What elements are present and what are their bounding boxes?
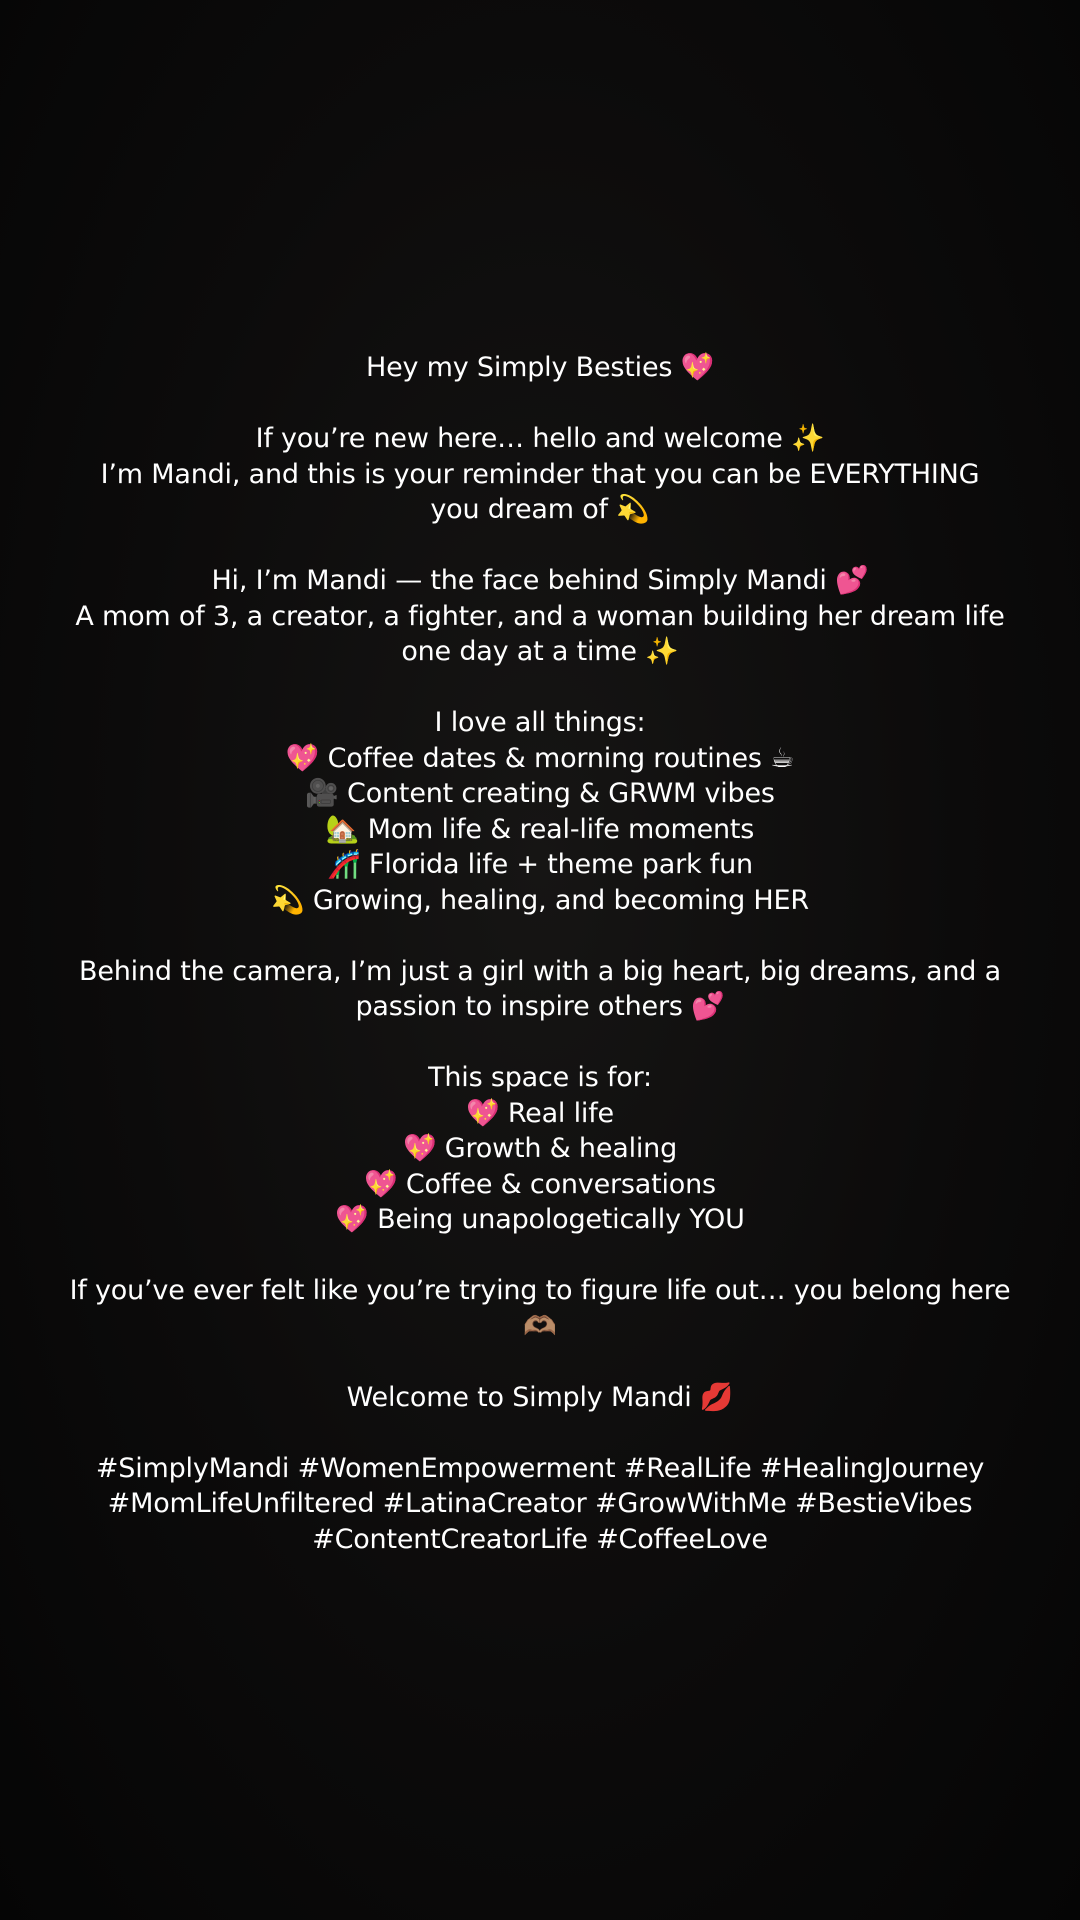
space-item: 💖 Growth & healing (402, 1133, 678, 1164)
spacer (60, 670, 1020, 706)
spacer (60, 918, 1020, 954)
about-line-1: A mom of 3, a creator, a fighter, and a woman building her dream life (75, 600, 1005, 632)
greeting-line: Hey my Simply Besties 💖 (365, 352, 715, 383)
space-heading: This space is for: (428, 1062, 652, 1093)
caption-text (60, 350, 1020, 1557)
love-item: 💫 Growing, healing, and becoming HER (271, 884, 809, 916)
space-item: 💖 Real life (466, 1097, 614, 1129)
love-item: 🏡 Mom life & real-life moments (325, 813, 755, 845)
spacer (60, 1025, 1020, 1061)
love-item: 💖 Coffee dates & morning routines ☕ (285, 742, 795, 774)
camera-line-1: Behind the camera, I’m just a girl with a big heart, big dreams, and a (79, 955, 1001, 987)
love-item: 🎥 Content creating & GRWM vibes (305, 778, 775, 809)
hashtags-line-1: #SimplyMandi #WomenEmpowerment #RealLife #HealingJourney (95, 1452, 985, 1484)
heart-hands-icon: 🫶🏽 (523, 1310, 557, 1342)
love-item: 🎢 Florida life + theme park fun (327, 849, 753, 880)
welcome-line: If you’re new here… hello and welcome ✨ (255, 423, 825, 454)
hashtags-line-3: #ContentCreatorLife #CoffeeLove (312, 1523, 768, 1555)
spacer (60, 1344, 1020, 1380)
belong-line-1: If you’ve ever felt like you’re trying to figure life out… you belong here (69, 1275, 1011, 1306)
spacer (60, 528, 1020, 564)
spacer (60, 1238, 1020, 1274)
reminder-line-2: you dream of 💫 (430, 494, 650, 525)
reminder-line-1: I’m Mandi, and this is your reminder that you can be EVERYTHING (100, 458, 980, 490)
camera-line-2: passion to inspire others 💕 (355, 991, 725, 1022)
spacer (60, 1415, 1020, 1451)
space-item: 💖 Being unapologetically YOU (335, 1204, 745, 1235)
hashtags-line-2: #MomLifeUnfiltered #LatinaCreator #GrowWithMe #BestieVibes (107, 1488, 973, 1519)
about-line-2: one day at a time ✨ (401, 636, 679, 667)
intro-line: Hi, I’m Mandi — the face behind Simply Mandi 💕 (211, 565, 869, 596)
spacer (60, 386, 1020, 422)
closing-line: Welcome to Simply Mandi 💋 (346, 1381, 734, 1413)
space-item: 💖 Coffee & conversations (364, 1168, 716, 1200)
love-heading: I love all things: (434, 707, 646, 738)
